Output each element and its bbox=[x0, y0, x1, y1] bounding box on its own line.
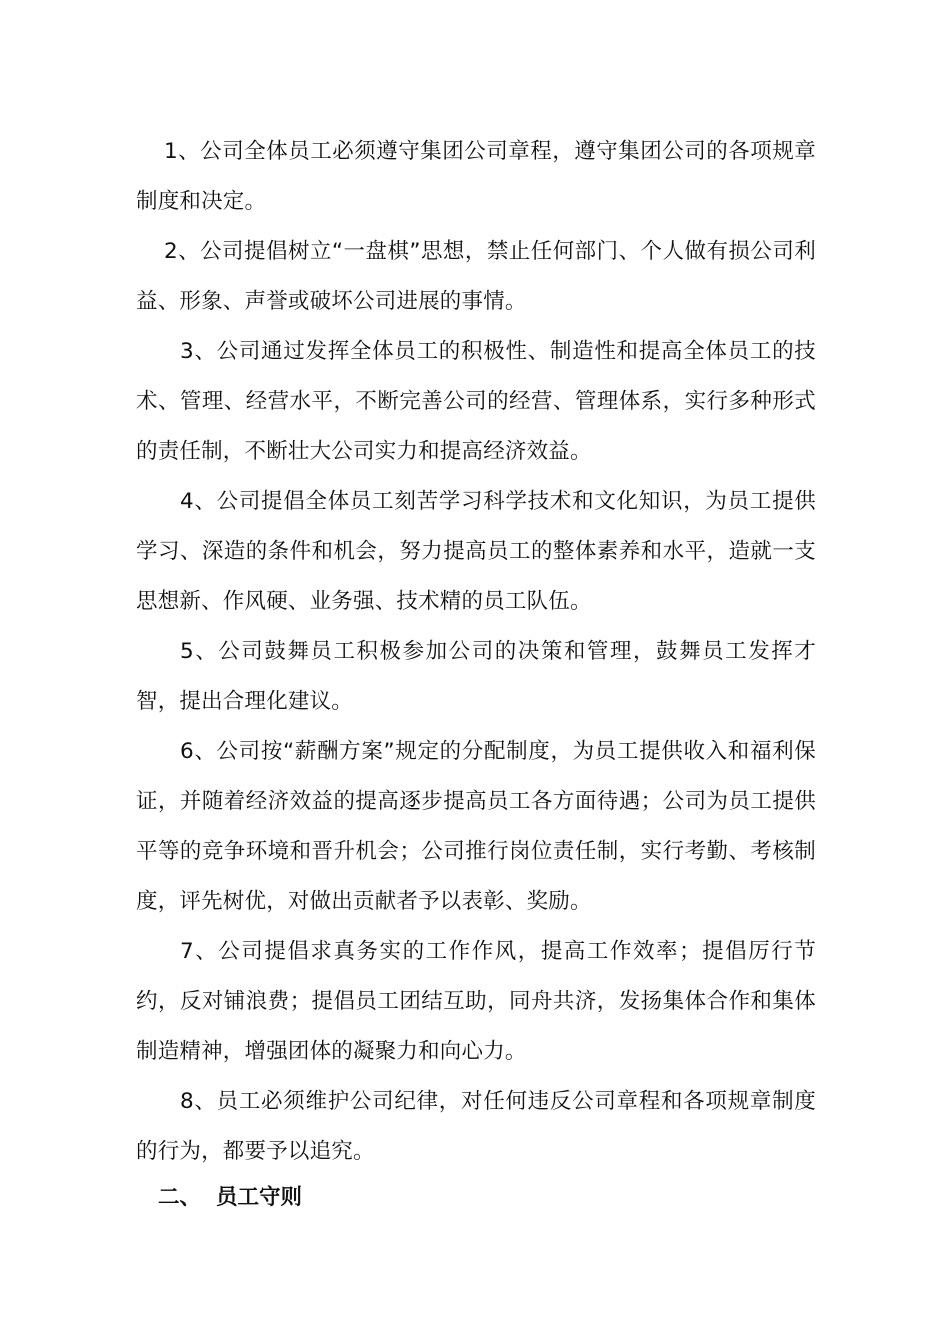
paragraph-5: 5、公司鼓舞员工积极参加公司的决策和管理，鼓舞员工发挥才智，提出合理化建议。 bbox=[136, 639, 816, 714]
document-body bbox=[136, 127, 816, 1177]
paragraph-4: 4、公司提倡全体员工刻苦学习科学技术和文化知识，为员工提供学习、深造的条件和机会，努力提高员工的整体素养和水平，造就一支思想新、作风硬、业务强、技术精的员工队伍。 bbox=[136, 489, 816, 614]
paragraph-2: 2、公司提倡树立“一盘棋”思想，禁止任何部门、个人做有损公司利益、形象、声誉或破坏公司进展的事情。 bbox=[136, 239, 816, 314]
section-heading-title: 员工守则 bbox=[216, 1185, 303, 1210]
paragraph-6: 6、公司按“薪酬方案”规定的分配制度，为员工提供收入和福利保证，并随着经济效益的提高逐步提高员工各方面待遇；公司为员工提供平等的竞争环境和晋升机会；公司推行岗位责任制，实行考勤、考核制度，评先树优，对做出贡献者予以表彰、奖励。 bbox=[136, 739, 816, 914]
paragraph-1: 1、公司全体员工必须遵守集团公司章程，遵守集团公司的各项规章制度和决定。 bbox=[136, 139, 816, 214]
paragraph-8: 8、员工必须维护公司纪律，对任何违反公司章程和各项规章制度的行为，都要予以追究。 bbox=[136, 1089, 816, 1164]
section-heading bbox=[158, 1173, 302, 1223]
paragraph-3: 3、公司通过发挥全体员工的积极性、制造性和提高全体员工的技术、管理、经营水平，不断完善公司的经营、管理体系，实行多种形式的责任制，不断壮大公司实力和提高经济效益。 bbox=[136, 339, 816, 464]
paragraph-7: 7、公司提倡求真务实的工作作风，提高工作效率；提倡厉行节约，反对铺浪费；提倡员工团结互助，同舟共济，发扬集体合作和集体制造精神，增强团体的凝聚力和向心力。 bbox=[136, 939, 816, 1064]
section-heading-number: 二、 bbox=[158, 1185, 202, 1210]
